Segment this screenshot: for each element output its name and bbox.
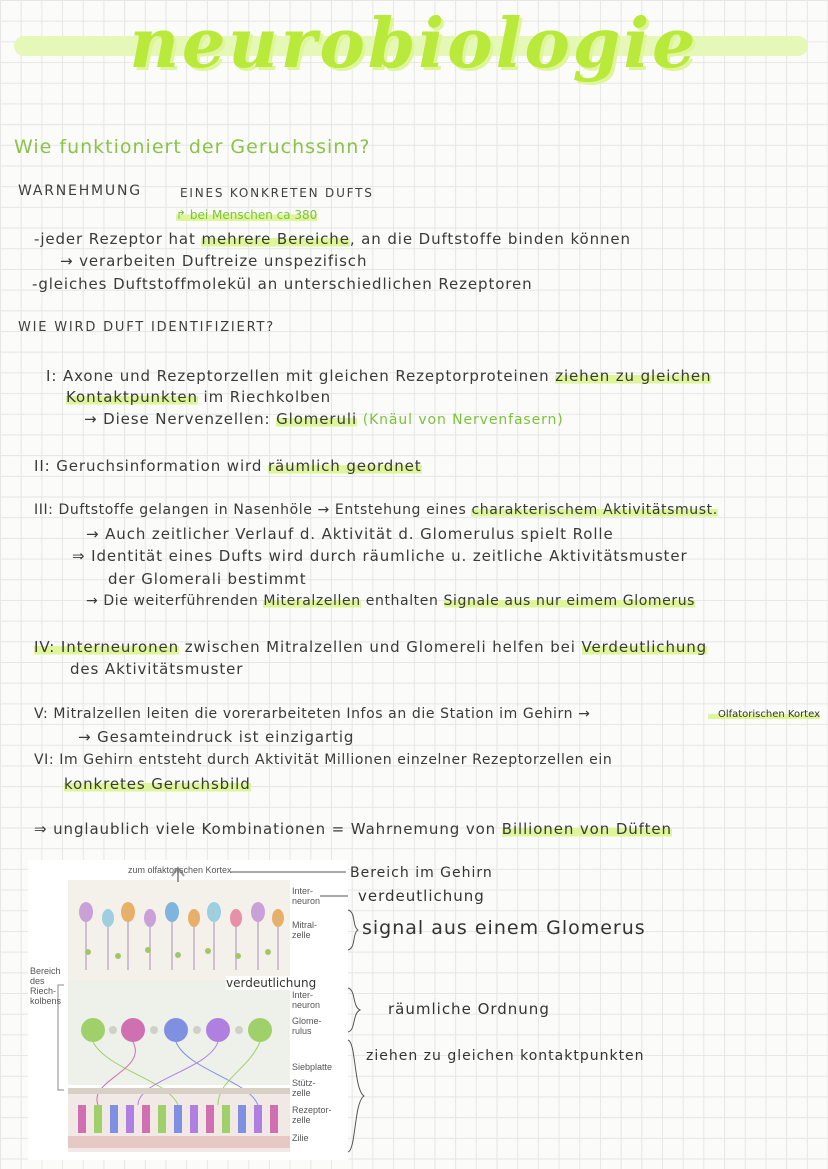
point1-line1: I: Axone und Rezeptorzellen mit gleichen Rezeptorproteinen ziehen zu gleichen [46, 367, 712, 385]
figure-label-siebplatte: Siebplatte [292, 1062, 333, 1072]
figure-top-label: zum olfaktorischen Kortex [128, 865, 232, 875]
point2: II: Geruchsinformation wird räumlich geordnet [34, 457, 422, 475]
annotation-brain-area: Bereich im Gehirn [350, 865, 493, 881]
section1-line2: → verarbeiten Duftreize unspezifisch [60, 252, 368, 270]
page-title: neurobiologie [129, 4, 699, 84]
figure-label-stuetzzelle: Stütz-zelle [292, 1078, 316, 1098]
figure-label-interneuron-2: Inter-neuron [292, 990, 321, 1010]
main-question: Wie funktioniert der Geruchssinn? [14, 136, 371, 158]
annotation-contact-points: ziehen zu gleichen kontaktpunkten [366, 1048, 645, 1064]
figure-hand-label: verdeutlichung [226, 976, 317, 990]
annotation-signal-glomerus: signal aus einem Glomerus [362, 917, 646, 939]
section2-heading: WIE WIRD DUFT IDENTIFIZIERT? [18, 320, 275, 335]
annotation-spatial-order: räumliche Ordnung [388, 1000, 550, 1018]
point3-line5: → Die weiterführenden Miteralzellen enthalten Signale aus nur eimem Glomerus [86, 593, 696, 609]
conclusion: ⇒ unglaublich viele Kombinationen = Wahrnemung von Billionen von Düften [34, 820, 672, 838]
point4-line2: des Aktivitätsmuster [70, 660, 244, 678]
point5-olfactory-cortex: Olfatorischen Kortex [708, 709, 820, 720]
annotation-brackets [230, 860, 370, 1160]
figure-label-rezeptorzelle: Rezeptor-zelle [292, 1105, 332, 1125]
figure-label-zilie: Zilie [292, 1133, 309, 1143]
figure-label-glomerulus: Glome-rulus [292, 1016, 322, 1036]
section1-heading-b: EINES KONKRETEN DUFTS [180, 186, 374, 200]
point3-line3: ⇒ Identität eines Dufts wird durch räumliche u. zeitliche Aktivitätsmuster [72, 547, 688, 565]
point3-line2: → Auch zeitlicher Verlauf d. Aktivität d. Glomerulus spielt Rolle [86, 525, 614, 543]
point3-line4: der Glomerali bestimmt [108, 570, 307, 588]
point5-line1: V: Mitralzellen leiten die vorerarbeiteten Infos an die Station im Gehirn → [34, 706, 591, 722]
point1-line2: Kontaktpunkten im Riechkolben [66, 388, 332, 406]
figure-label-mitral: Mitral-zelle [292, 920, 317, 940]
point6-line2: konkretes Geruchsbild [64, 775, 251, 793]
annotation-verdeutlichung: verdeutlichung [358, 887, 485, 905]
section1-note: ↱ bei Menschen ca 380 [176, 208, 318, 222]
figure-region-label: Bereich des Riech-kolbens [30, 966, 62, 1006]
section1-heading-a: WARNEHMUNG [18, 183, 142, 199]
section1-line1: -jeder Rezeptor hat mehrere Bereiche, an die Duftstoffe binden können [34, 230, 631, 248]
point5-line2: → Gesamteindruck ist einzigartig [78, 728, 355, 746]
point3-line1: III: Duftstoffe gelangen in Nasenhöle → Entstehung eines charakterischem Aktivitätsmust. [34, 502, 718, 518]
section1-line3: -gleiches Duftstoffmolekül an unterschiedlichen Rezeptoren [32, 275, 533, 293]
figure-label-interneuron-1: Inter-neuron [292, 886, 321, 906]
point4-line1: IV: Interneuronen zwischen Mitralzellen und Glomereli helfen bei Verdeutlichung [34, 638, 708, 656]
point6-line1: VI: Im Gehirn entsteht durch Aktivität Millionen einzelner Rezeptorzellen ein [34, 752, 613, 768]
point1-line3: → Diese Nervenzellen: Glomeruli (Knäul von Nervenfasern) [84, 410, 564, 428]
